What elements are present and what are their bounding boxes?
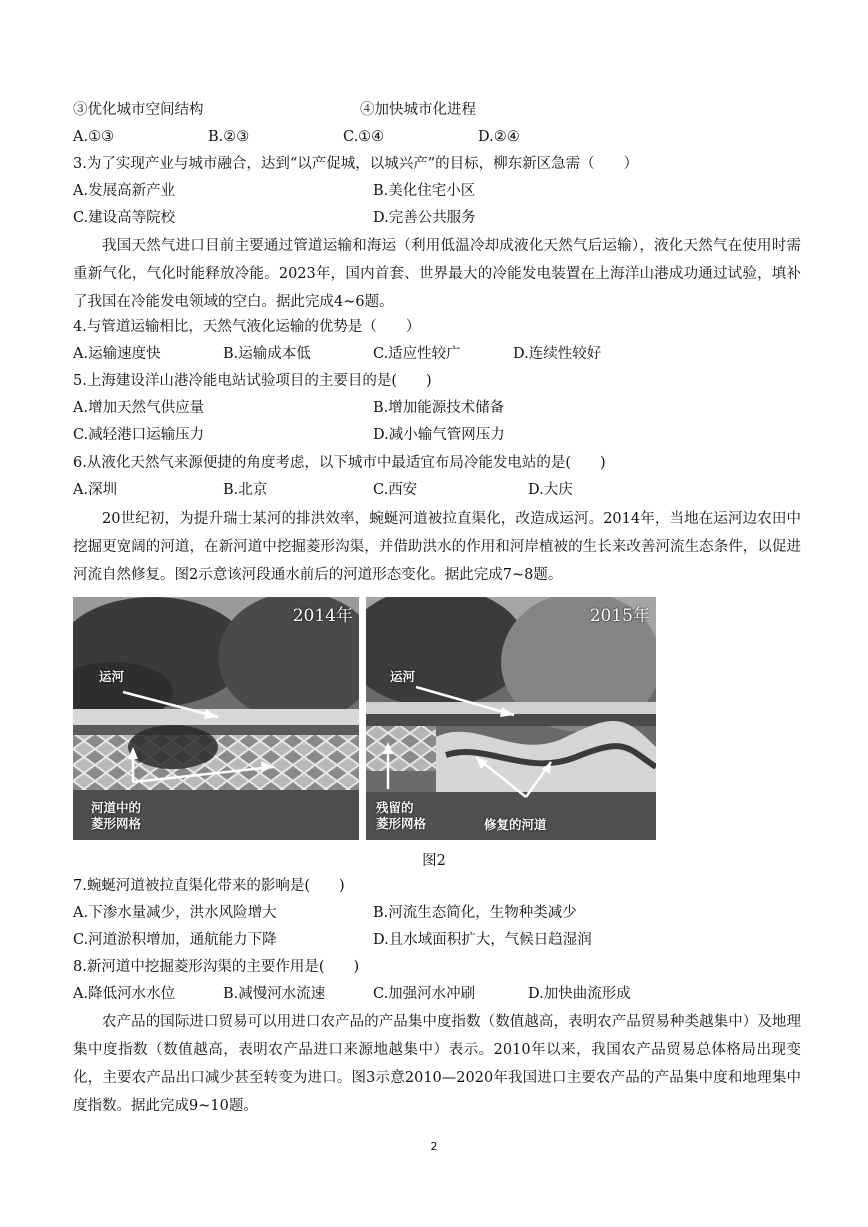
- photo-2015-grid-label: 残留的 菱形网格: [376, 800, 427, 831]
- q2-option-b: B.②③: [208, 129, 250, 145]
- passage-agri-trade: 农产品的国际进口贸易可以用进口农产品的产品集中度指数（数值越高，表明农产品贸易种类越集中）及地理集中度指数（数值越高，表明农产品进口来源地越集中）表示。2010年以来，我国农产品贸易总体格局出现变化，主要农产品出口减少甚至转变为进口。图3示意2010—2020年我国进口主要农产品的产品集中度和地理集中度指数。据此完成9~10题。: [73, 1014, 801, 1114]
- q5-stem: 5.上海建设洋山港冷能电站试验项目的主要目的是( ): [73, 373, 432, 389]
- q2-item-4: ④加快城市化进程: [360, 102, 476, 118]
- q3-option-b: B.美化住宅小区: [373, 183, 476, 199]
- photo-2015-river-label: 修复的河道: [484, 817, 547, 832]
- photo-2015-year-label: 2015年: [589, 606, 650, 626]
- q3-option-d: D.完善公共服务: [373, 210, 476, 226]
- q4-option-a: A.运输速度快: [73, 346, 161, 362]
- q8-option-c: C.加强河水冲刷: [373, 986, 476, 1002]
- q7-option-c: C.河道淤积增加，通航能力下降: [73, 932, 277, 948]
- q2-item-3: ③优化城市空间结构: [73, 102, 204, 118]
- passage-lng: 我国天然气进口目前主要通过管道运输和海运（利用低温冷却成液化天然气后运输），液化天然气在使用时需重新气化，气化时能释放冷能。2023年，国内首套、世界最大的冷能发电装置在上海洋山港成功通过试验，填补了我国在冷能发电领域的空白。据此完成4~6题。: [73, 238, 801, 310]
- photo-2014-year-label: 2014年: [292, 606, 353, 626]
- q2-option-c: C.①④: [343, 129, 385, 145]
- q5-option-c: C.减轻港口运输压力: [73, 427, 205, 443]
- figure2-photo-2015: [366, 597, 656, 840]
- q3-option-a: A.发展高新产业: [73, 183, 176, 199]
- q2-option-d: D.②④: [478, 129, 520, 145]
- q4-option-d: D.连续性较好: [513, 346, 602, 362]
- q6-option-a: A.深圳: [73, 482, 118, 498]
- q5-option-a: A.增加天然气供应量: [73, 400, 205, 416]
- passage-river: 20世纪初，为提升瑞士某河的排洪效率，蜿蜒河道被拉直渠化，改造成运河。2014年，当地在运河边农田中挖掘更宽阔的河道，在新河道中挖掘菱形沟渠，并借助洪水的作用和河岸植被的生长来改善河流生态条件，以促进河流自然修复。图2示意该河段通水前后的河道形态变化。据此完成7~8题。: [73, 511, 801, 583]
- q3-stem: 3.为了实现产业与城市融合，达到“以产促城，以城兴产”的目标，柳东新区急需（ ）: [73, 156, 639, 172]
- q7-option-b: B.河流生态简化，生物种类减少: [373, 905, 577, 921]
- figure2-caption: 图2: [422, 853, 446, 869]
- page-number: 2: [430, 1140, 438, 1153]
- q5-option-d: D.减小输气管网压力: [373, 427, 505, 443]
- q7-stem: 7.蜿蜒河道被拉直渠化带来的影响是( ): [73, 878, 345, 894]
- photo-2015-canal-label: 运河: [390, 669, 416, 684]
- q7-option-a: A.下渗水量减少，洪水风险增大: [73, 905, 277, 921]
- photo-2014-canal-label: 运河: [99, 669, 125, 684]
- q6-option-b: B.北京: [223, 482, 268, 498]
- q2-option-a: A.①③: [73, 129, 115, 145]
- q4-option-c: C.适应性较广: [373, 346, 461, 362]
- q8-option-d: D.加快曲流形成: [528, 986, 631, 1002]
- q3-option-c: C.建设高等院校: [73, 210, 176, 226]
- q4-stem: 4.与管道运输相比，天然气液化运输的优势是（ ）: [73, 319, 421, 335]
- q8-option-b: B.减慢河水流速: [223, 986, 326, 1002]
- figure2-photo-2014: [73, 597, 359, 840]
- q6-option-c: C.西安: [373, 482, 418, 498]
- q7-option-d: D.且水域面积扩大，气候日趋湿润: [373, 932, 592, 948]
- q8-stem: 8.新河道中挖掘菱形沟渠的主要作用是( ): [73, 959, 360, 975]
- q5-option-b: B.增加能源技术储备: [373, 400, 505, 416]
- photo-2014-grid-label: 河道中的 菱形网格: [91, 800, 142, 831]
- q6-stem: 6.从液化天然气来源便捷的角度考虑，以下城市中最适宜布局冷能发电站的是( ): [73, 455, 606, 471]
- q6-option-d: D.大庆: [528, 482, 573, 498]
- q8-option-a: A.降低河水水位: [73, 986, 176, 1002]
- q4-option-b: B.运输成本低: [223, 346, 311, 362]
